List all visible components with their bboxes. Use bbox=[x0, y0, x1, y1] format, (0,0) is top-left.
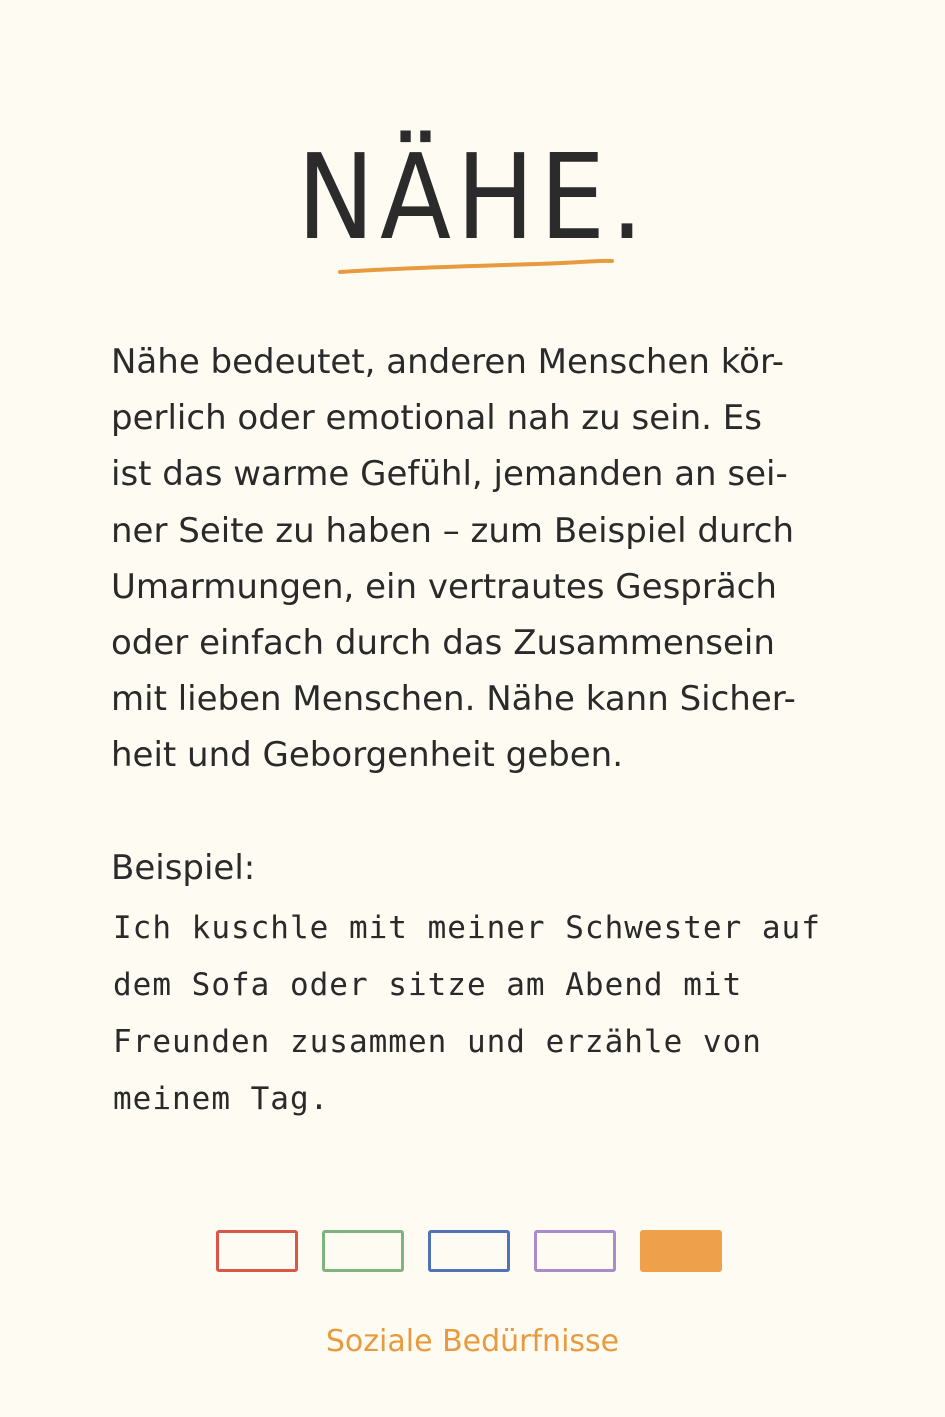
title-underline bbox=[336, 256, 616, 280]
title-container bbox=[0, 128, 945, 266]
description-line: mit lieben Menschen. Nähe kann Sicher- bbox=[111, 679, 796, 720]
category-box-red bbox=[216, 1230, 298, 1272]
category-label: Soziale Bedürfnisse bbox=[325, 1324, 620, 1359]
example-text bbox=[113, 900, 843, 1128]
category-box-green bbox=[322, 1230, 404, 1272]
description-line: ner Seite zu haben – zum Beispiel durch bbox=[111, 510, 795, 551]
description-line: oder einfach durch das Zusammensein bbox=[111, 623, 775, 664]
category-box-purple bbox=[534, 1230, 616, 1272]
category-boxes bbox=[216, 1226, 736, 1278]
example-line: Freunden zusammen und erzähle von bbox=[113, 1024, 762, 1060]
description-line: perlich oder emotional nah zu sein. Es bbox=[111, 398, 762, 439]
description-line: Nähe bedeutet, anderen Menschen kör- bbox=[111, 342, 785, 382]
card-title: NÄHE. bbox=[296, 128, 649, 266]
example-line: meinem Tag. bbox=[113, 1081, 330, 1117]
card-description bbox=[111, 334, 841, 784]
description-line: Umarmungen, ein vertrautes Gespräch bbox=[111, 566, 777, 607]
example-line: dem Sofa oder sitze am Abend mit bbox=[113, 967, 743, 1003]
description-line: heit und Geborgenheit geben. bbox=[111, 735, 624, 776]
example-label: Beispiel: bbox=[111, 848, 256, 888]
description-line: ist das warme Gefühl, jemanden an sei- bbox=[111, 454, 788, 495]
category-box-orange-active bbox=[640, 1230, 722, 1272]
category-box-blue bbox=[428, 1230, 510, 1272]
example-line: Ich kuschle mit meiner Schwester auf bbox=[113, 910, 821, 946]
